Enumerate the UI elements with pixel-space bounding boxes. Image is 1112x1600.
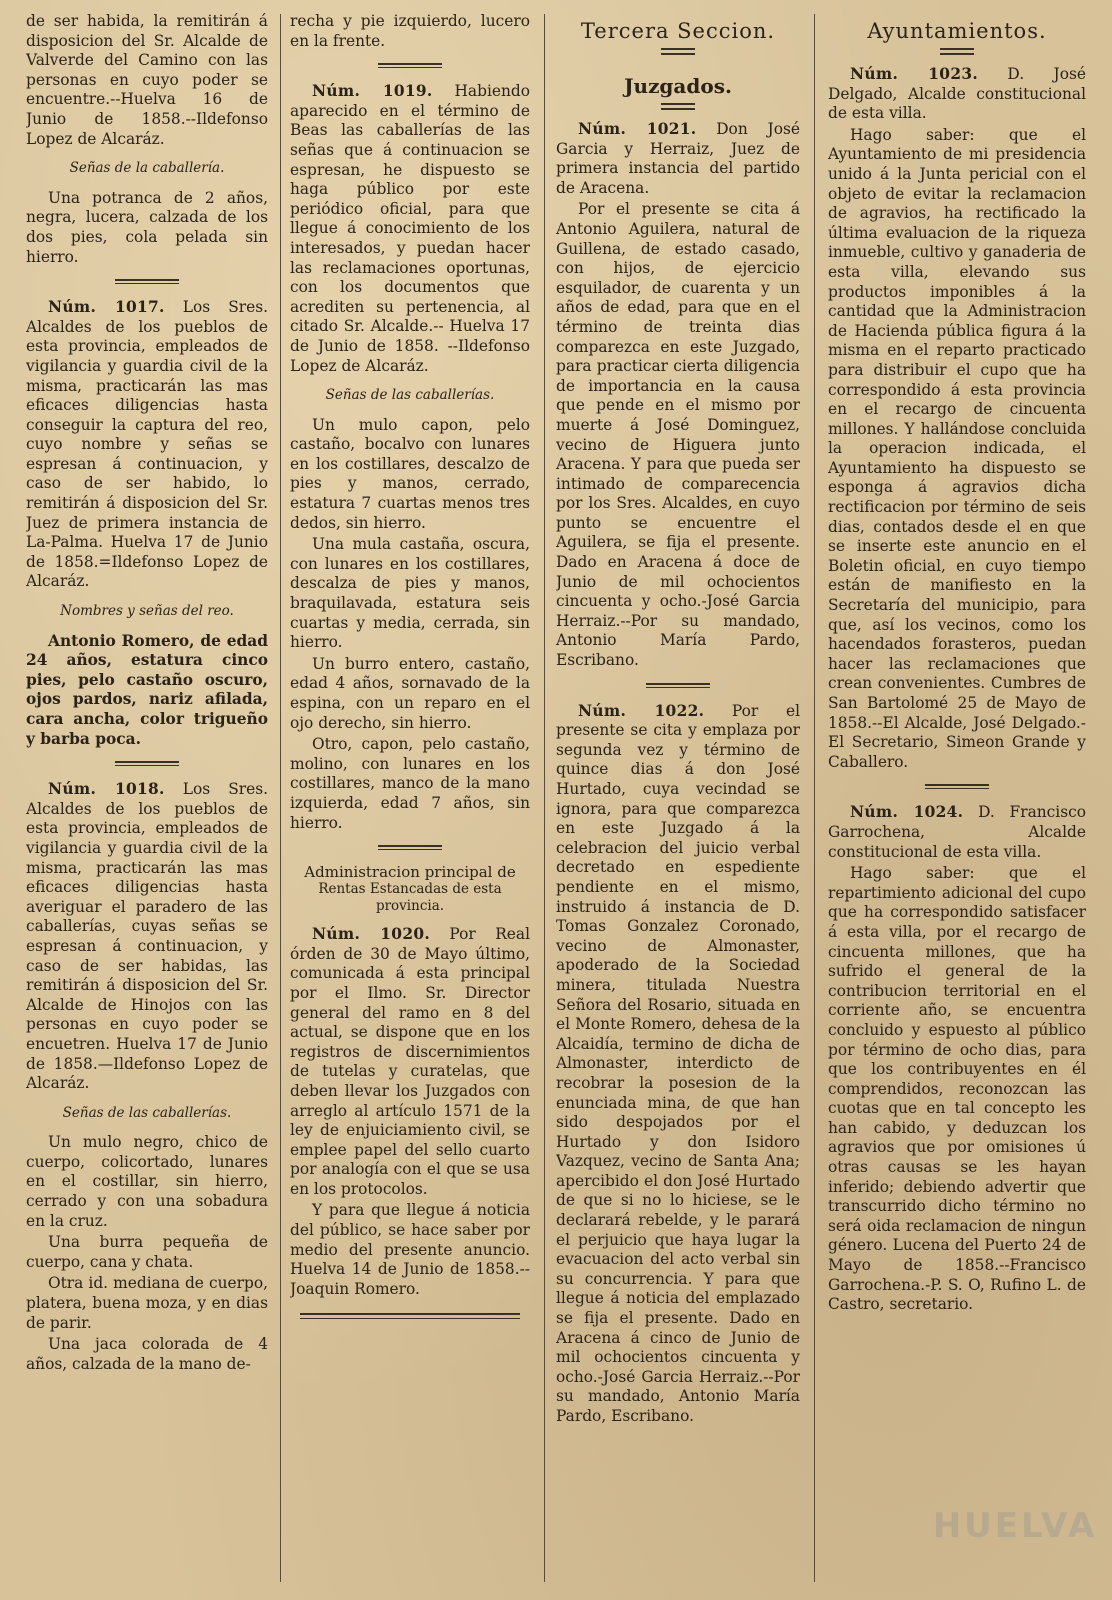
notice-1024	[828, 803, 1086, 862]
separator	[115, 279, 179, 284]
subheading: Nombres y señas del reo.	[60, 603, 234, 620]
notice-text: Los Sres. Alcaldes de los pueblos de esta provincia, empleados de vigilancia y guardia civil de la misma, practicarán las mas eficaces diligencias hasta conseguir la captura del reo, cuyo nombre y señas se espresan á continuacion, y caso de ser habido, lo remitirán á disposicion del Sr. Juez de primera instancia de La-Palma. Huelva 17 de Junio de 1858.=Ildefonso Lopez de Alcaráz.	[26, 298, 268, 591]
subheading: Señas de las caballerías.	[325, 387, 495, 404]
notice-1022	[556, 702, 800, 1427]
notice-1021	[556, 120, 800, 198]
notice-1018	[26, 780, 268, 1094]
separator	[646, 683, 710, 688]
library-watermark: HUELVA	[932, 1506, 1098, 1546]
paragraph: Hago saber: que el Ayuntamiento de mi presidencia unido á la Junta pericial con el objeto de evitar la reclamacion de agravios, ha rectificado la última evaluacion de la riqueza inmueble, cultivo y ganaderia de esta villa, elevando sus productos imponibles á la cantidad que la Administracion de Hacienda pública figura á la misma en el reparto practicado para distribuir el cupo que ha correspondido á esta provincia en el recargo de cincuenta millones. Y hallándose concluida la operacion indicada, el Ayuntamiento ha dispuesto se esponga á agravios dicha rectificacion por término de seis dias, contados desde el en que se inserte este anuncio en el Boletin oficial, en cuyo tiempo están de manifiesto en la Secretaría del municipio, para que, así los vecinos, como los hacendados forasteros, puedan hacer las reclamaciones que crean convenientes. Cumbres de San Bartolomé 25 de Mayo de 1858.--El Alcalde, José Delgado.-El Secretario, Simeon Grande y Caballero.	[828, 125, 1086, 771]
notice-1020	[290, 925, 530, 1199]
notice-number: Núm. 1019.	[312, 82, 433, 101]
double-rule	[661, 48, 695, 55]
separator	[378, 845, 442, 850]
paragraph: Por el presente se cita á Antonio Aguilera, natural de Guillena, de estado casado, con hijos, de ejercicio esquilador, de cuarenta y un años de edad, para que en el término de treinta dias comparezca en este Juzgado, para practicar cierta diligencia de importancia en la causa que pende en el mismo por muerte á José Dominguez, vecino de Higuera junto Aracena. Y para que pueda ser intimado de comparecencia por los Sres. Alcaldes, en cuyo punto se encuentre el Aguilera, se fija el presente. Dado en Aracena á doce de Junio de mil ochocientos cincuenta y ocho.-José Garcia Herraiz.--Por su mandado, Antonio María Pardo, Escribano.	[556, 200, 800, 670]
subheading: Señas de las caballerías.	[62, 1104, 232, 1121]
separator	[300, 1313, 520, 1319]
heading-line: provincia.	[375, 898, 445, 915]
paragraph: Un mulo negro, chico de cuerpo, colicortado, lunares en el costillar, sin hierro, cerrado y con una sobadura en la cruz.	[26, 1133, 268, 1230]
paragraph: Antonio Romero, de edad 24 años, estatura cinco pies, pelo castaño oscuro, ojos pardos, nariz afilada, cara ancha, color trigueño y barba poca.	[26, 631, 268, 748]
notice-number: Núm. 1020.	[312, 925, 430, 944]
notice-text: D. Francisco Garrochena, Alcalde constitucional de esta villa.	[828, 803, 1086, 861]
notice-number: Núm. 1022.	[578, 701, 705, 720]
notice-1019	[290, 82, 530, 376]
paragraph: Y para que llegue á noticia del público, se hace saber por medio del presente anuncio. Huelva 14 de Junio de 1858.--Joaquin Romero.	[290, 1201, 530, 1298]
double-rule	[661, 103, 695, 110]
paragraph: Hago saber: que el repartimiento adicional del cupo que ha correspondido satisfacer á esta villa, por el recargo de cincuenta millones, que ha sufrido el general de la contribucion territorial en el corriente año, se encuentra concluido y espuesto al público por término de ocho dias, para que los contribuyentes en él comprendidos, reconozcan las cuotas que en tal concepto les han cabido, y deduzcan los agravios que por omisiones ú otras causas se les hayan inferido; debiendo advertir que transcurrido dicho término no será oida reclamacion de ningun género. Lucena del Puerto 24 de Mayo de 1858.--Francisco Garrochena.-P. S. O, Rufino L. de Castro, secretario.	[828, 864, 1086, 1314]
paragraph: Otra id. mediana de cuerpo, platera, buena moza, y en dias de parir.	[26, 1274, 268, 1332]
column-3	[556, 12, 800, 1590]
paragraph: Un mulo capon, pelo castaño, bocalvo con lunares en los costillares, descalzo de pies y manos, cerrado, estatura 7 cuartas menos tres dedos, sin hierro.	[290, 415, 530, 532]
notice-number: Núm. 1023.	[850, 65, 978, 83]
column-4	[828, 12, 1086, 1590]
notice-text: Don José Garcia y Herraiz, Juez de primera instancia del partido de Aracena.	[556, 120, 800, 197]
section-title: Tercera Seccion.	[580, 19, 776, 43]
heading-line: Rentas Estancadas de esta	[318, 881, 502, 898]
paragraph: Otro, capon, pelo castaño, molino, con lunares en los costillares, manco de la mano izquierda, edad 7 años, sin hierro.	[290, 735, 530, 832]
notice-text: D. José Delgado, Alcalde constitucional de esta villa.	[828, 65, 1086, 123]
notice-text: Habiendo aparecido en el término de Beas las caballerías de las señas que á continuacion se espresan, he dispuesto se haga público por este periódico oficial, para que llegue á conocimiento de los interesados, y puedan hacer las reclamaciones oportunas, con los documentos que acrediten su pertenencia, al citado Sr. Alcalde.-- Huelva 17 de Junio de 1858. --Ildefonso Lopez de Alcaráz.	[290, 82, 530, 375]
subsection-title: Juzgados.	[624, 74, 732, 98]
separator	[925, 784, 989, 789]
notice-1017	[26, 298, 268, 592]
separator	[378, 63, 442, 68]
notice-text: Por el presente se cita y emplaza por segunda vez y término de quince dias á don José Hurtado, cuya vecindad se ignora, para que comparezca en este Juzgado á la celebracion del juicio verbal decretado en espediente pendiente en el mismo, instruido á instancia de D. Tomas Gonzalez Coronado, vecino de Almonaster, apoderado de la Sociedad minera, titulada Nuestra Señora del Rosario, situada en el Monte Romero, dehesa de la Alcaidía, termino de dicha de Almonaster, interdicto de recobrar la posesion de la enunciada mina, de que han sido despojados por el Hurtado y don Isidoro Vazquez, vecino de Santa Ana; apercibido el don José Hurtado de que si no lo hiciese, se le declarará rebelde, y le parará el perjuicio que haya lugar la evacuacion del acto verbal sin su concurrencia. Y para que llegue á noticia del emplazado se fija el presente. Dado en Aracena á cinco de Junio de mil ochocientos cincuenta y ocho.-José Garcia Herraiz.--Por su mandado, Antonio María Pardo, Escribano.	[556, 701, 800, 1425]
notice-1023	[828, 65, 1086, 124]
separator	[115, 761, 179, 766]
column-rule	[280, 14, 281, 1582]
paragraph: Una mula castaña, oscura, con lunares en los costillares, descalza de pies y manos, braquilavada, estatura seis cuartas y media, cerrada, sin hierro.	[290, 535, 530, 652]
column-rule	[814, 14, 815, 1582]
subheading: Señas de la caballería.	[69, 160, 225, 177]
paragraph: de ser habida, la remitirán á disposicion del Sr. Alcalde de Valverde del Camino con las personas en cuyo poder se encuentre.--Huelva 16 de Junio de 1858.--Ildefonso Lopez de Alcaráz.	[26, 12, 268, 148]
column-rule	[544, 14, 545, 1582]
paragraph: recha y pie izquierdo, lucero en la frente.	[290, 12, 530, 50]
section-title: Ayuntamientos.	[867, 19, 1047, 43]
heading-line: Administracion principal de	[304, 863, 516, 882]
double-rule	[940, 48, 974, 55]
notice-number: Núm. 1024.	[850, 803, 964, 822]
section-heading-rentas	[290, 864, 530, 915]
notice-text: Los Sres. Alcaldes de los pueblos de esta provincia, empleados de vigilancia y guardia civil de la misma, practicarán las mas eficaces diligencias hasta averiguar el paradero de las caballerías, cuyas señas se espresan á continuacion, y caso de ser habidas, las remitirán á disposicion del Sr. Alcalde de Hinojos con las personas en cuyo poder se encuetren. Huelva 17 de Junio de 1858.—Ildefonso Lopez de Alcaráz.	[26, 780, 268, 1093]
paragraph: Un burro entero, castaño, edad 4 años, sornavado de la espina, con un reparo en el ojo derecho, sin hierro.	[290, 654, 530, 732]
paragraph: Una burra pequeña de cuerpo, cana y chata.	[26, 1233, 268, 1271]
notice-number: Núm. 1017.	[48, 298, 165, 317]
paragraph: Una jaca colorada de 4 años, calzada de la mano de-	[26, 1335, 268, 1373]
column-1	[26, 12, 268, 1590]
notice-text: Por Real órden de 30 de Mayo último, comunicada á esta principal por el Ilmo. Sr. Director general del ramo en 8 del actual, se dispone que en los registros de discernimientos de tutelas y curatelas, que deben llevar los Juzgados con arreglo al artículo 1571 de la ley de enjuiciamiento civil, se emplee papel del sello cuarto por analogía con el que se usa en los protocolos.	[290, 925, 530, 1198]
column-2	[290, 12, 530, 1590]
notice-number: Núm. 1018.	[48, 780, 165, 799]
paragraph: Una potranca de 2 años, negra, lucera, calzada de los dos pies, cola pelada sin hierro.	[26, 188, 268, 266]
notice-number: Núm. 1021.	[578, 120, 697, 138]
